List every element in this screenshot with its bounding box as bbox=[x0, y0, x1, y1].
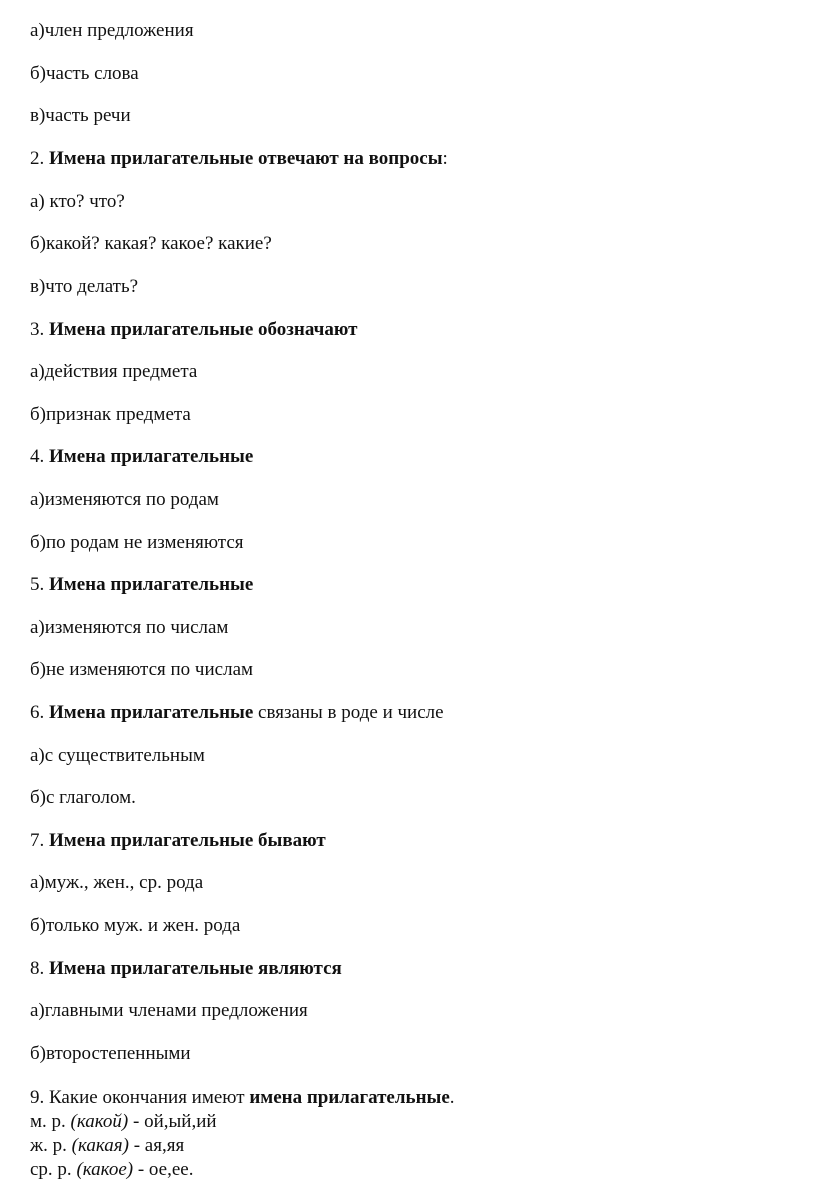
q3-heading bbox=[30, 319, 357, 341]
q8-bold-text: Имена прилагательные являются bbox=[49, 958, 342, 979]
q9-heading bbox=[30, 1087, 455, 1109]
q3-option-b: б)признак предмета bbox=[30, 404, 191, 425]
q9-n-question: (какое) bbox=[76, 1159, 134, 1180]
q9-bold-text: имена прилагательные bbox=[249, 1087, 450, 1108]
q6-heading bbox=[30, 702, 444, 724]
q9-m-question: (какой) bbox=[70, 1111, 129, 1132]
q8-option-a: а)главными членами предложения bbox=[30, 1000, 308, 1021]
q9-f-prefix: ж. р. bbox=[30, 1135, 72, 1156]
q7-bold-text: Имена прилагательные бывают bbox=[49, 830, 326, 851]
q3-option-a: а)действия предмета bbox=[30, 361, 198, 382]
q9-f-endings: - ая,яя bbox=[128, 1135, 185, 1156]
q9-feminine-endings bbox=[30, 1135, 184, 1157]
q6-option-b: б)с глаголом. bbox=[30, 787, 136, 808]
q2-bold-text: Имена прилагательные отвечают на вопросы bbox=[49, 148, 443, 169]
q7-option-a: а)муж., жен., ср. рода bbox=[30, 872, 204, 893]
q2-option-a: а) кто? что? bbox=[30, 191, 125, 212]
q3-bold-text: Имена прилагательные обозначают bbox=[49, 319, 358, 340]
q9-n-endings: - ое,ее. bbox=[133, 1159, 194, 1180]
q9-neuter-endings bbox=[30, 1159, 193, 1181]
q9-m-prefix: м. р. bbox=[30, 1111, 71, 1132]
q8-option-b: б)второстепенными bbox=[30, 1043, 191, 1064]
q6-number: 6. bbox=[30, 702, 49, 723]
q7-heading bbox=[30, 830, 326, 852]
q9-m-endings: - ой,ый,ий bbox=[128, 1111, 217, 1132]
q9-f-question: (какая) bbox=[71, 1135, 129, 1156]
q6-bold-text: Имена прилагательные bbox=[49, 702, 254, 723]
q9-masculine-endings bbox=[30, 1111, 217, 1133]
q4-number: 4. bbox=[30, 446, 49, 467]
q5-option-b: б)не изменяются по числам bbox=[30, 659, 254, 680]
q1-option-c: в)часть речи bbox=[30, 105, 131, 126]
q2-tail: : bbox=[442, 148, 448, 169]
q1-option-b: б)часть слова bbox=[30, 63, 139, 84]
q9-tail: . bbox=[449, 1087, 455, 1108]
q9-n-prefix: ср. р. bbox=[30, 1159, 77, 1180]
q2-option-b: б)какой? какая? какое? какие? bbox=[30, 233, 272, 254]
q1-option-a: а)член предложения bbox=[30, 20, 194, 41]
q8-heading bbox=[30, 958, 342, 980]
q2-heading bbox=[30, 148, 448, 170]
q4-option-a: а)изменяются по родам bbox=[30, 489, 219, 510]
q5-heading bbox=[30, 574, 253, 596]
q8-number: 8. bbox=[30, 958, 49, 979]
q6-option-a: а)с существительным bbox=[30, 745, 205, 766]
q6-tail: связаны в роде и числе bbox=[253, 702, 444, 723]
q3-number: 3. bbox=[30, 319, 49, 340]
q4-heading bbox=[30, 446, 253, 468]
q9-lead: 9. Какие окончания имеют bbox=[30, 1087, 250, 1108]
q2-option-c: в)что делать? bbox=[30, 276, 139, 297]
q7-option-b: б)только муж. и жен. рода bbox=[30, 915, 241, 936]
q5-option-a: а)изменяются по числам bbox=[30, 617, 229, 638]
q2-number: 2. bbox=[30, 148, 49, 169]
q5-number: 5. bbox=[30, 574, 49, 595]
q5-bold-text: Имена прилагательные bbox=[49, 574, 254, 595]
q7-number: 7. bbox=[30, 830, 49, 851]
q4-option-b: б)по родам не изменяются bbox=[30, 532, 244, 553]
q4-bold-text: Имена прилагательные bbox=[49, 446, 254, 467]
